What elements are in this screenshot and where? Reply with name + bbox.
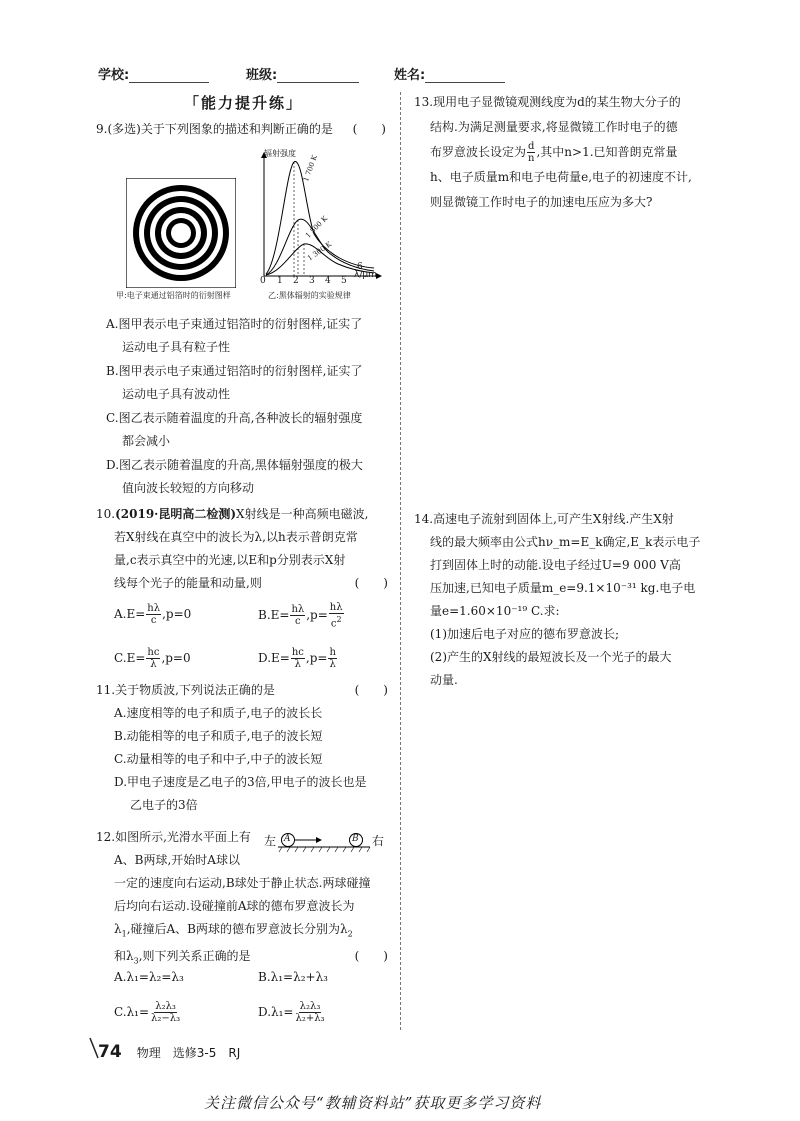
- q12-option-b: B.λ₁=λ₂+λ₃: [258, 970, 328, 984]
- q14-line-5: 量e=1.60×10⁻¹⁹ C.求:: [430, 604, 560, 618]
- q11-option-a: A.速度相等的电子和质子,电子的波长长: [114, 706, 323, 720]
- q9-stem: [96, 118, 386, 141]
- q12-line-5: $\lambda_1$,碰撞后A、B两球的德布罗意波长分别为$\lambda_2$: [114, 922, 353, 939]
- x-axis-arrow: [376, 273, 382, 279]
- q13-line-5: 则显微镜工作时电子的加速电压应为多大?: [430, 195, 653, 209]
- q10-line-2: 若X射线在真空中的波长为λ,以h表示普朗克常: [114, 530, 358, 544]
- q10-option-b: B.E= $\frac{h\lambda}{c}$ ,p= $\frac{h\lambda}{c^2}$: [258, 602, 343, 630]
- q14: [414, 508, 714, 692]
- q10-option-d: D.E= $\frac{hc}{\lambda}$ ,p= $\frac{h}{\lambda}$: [258, 647, 336, 670]
- name-blank: [425, 68, 505, 83]
- page-number: 74: [98, 1042, 122, 1062]
- section-title: 「能力提升练」: [184, 94, 304, 112]
- q9-bracket: ( ): [352, 122, 386, 136]
- fig-b-tick-3: 3: [309, 276, 315, 286]
- fig-b-tick-2: 2: [293, 276, 299, 286]
- q10: [96, 503, 388, 595]
- q14-sub-1: (1)加速后电子对应的德布罗意波长;: [430, 627, 620, 641]
- school-field: [98, 64, 209, 83]
- column-divider: [400, 92, 401, 1030]
- name-label: 姓名:: [394, 68, 426, 83]
- q14-sub-2: (2)产生的X射线的最短波长及一个光子的最大: [430, 650, 672, 664]
- q11-bracket: ( ): [354, 683, 388, 697]
- class-label: 班级:: [246, 68, 278, 83]
- class-blank: [277, 68, 359, 83]
- fig-b-tick-6: 6: [357, 262, 363, 272]
- q9-option-c: C.图乙表示随着温度的升高,各种波长的辐射强度 都会减小: [106, 411, 363, 448]
- q9-option-b: B.图甲表示电子束通过铝箔时的衍射图样,证实了 运动电子具有波动性: [106, 364, 363, 401]
- q12-fig-right: 右: [372, 834, 385, 848]
- q9-figure-diffraction: [126, 178, 236, 288]
- fig-b-xlabel: λ/μm: [354, 270, 377, 280]
- q13: [414, 90, 714, 215]
- fig-b-tick-1: 1: [277, 276, 283, 286]
- q9-option-a: A.图甲表示电子束通过铝箔时的衍射图样,证实了 运动电子具有粒子性: [106, 317, 363, 354]
- q11-option-d: D.甲电子速度是乙电子的3倍,甲电子的波长也是: [114, 775, 367, 789]
- fig-b-tick-5: 5: [341, 276, 347, 286]
- q13-line-2: 结构.为满足测量要求,将显微镜工作时电子的德: [430, 120, 678, 134]
- q12-line-4: 后均向右运动.设碰撞前A球的德布罗意波长为: [114, 899, 355, 913]
- fig-b-ylabel: 辐射强度: [264, 149, 296, 158]
- curve-label-1300k: 1 300 K: [306, 240, 334, 263]
- q9-fig-b-caption: 乙:黑体辐射的实验规律: [268, 291, 351, 300]
- q10-option-c: C.E= $\frac{hc}{\lambda}$ ,p=0: [114, 647, 191, 670]
- q10-bracket: ( ): [354, 576, 388, 590]
- q13-line-1: 13.现用电子显微镜观测线度为d的某生物大分子的: [414, 95, 681, 109]
- q13-line-3: 布罗意波长设定为 $\frac{d}{n}$ ,其中n>1.已知普朗克常量: [430, 141, 678, 164]
- school-label: 学校:: [98, 68, 130, 83]
- q14-line-2: 线的最大频率由公式hν_m=E_k确定,E_k表示电子: [430, 535, 701, 549]
- promo-handwriting: 关注微信公众号“教辅资料站”获取更多学习资料: [204, 1094, 542, 1112]
- curve-label-1700k: 1 700 K: [302, 154, 319, 183]
- q9-fig-a-caption: 甲:电子束通过铝箔时的衍射图样: [116, 291, 231, 300]
- footer: [98, 1042, 240, 1062]
- q11-stem: 11.关于物质波,下列说法正确的是 ( ): [96, 679, 388, 702]
- ball-a-label: A: [284, 834, 291, 844]
- q10-source: (2019·昆明高二检测): [115, 507, 237, 521]
- q12-line-6: 和$\lambda_3$,则下列关系正确的是 ( ): [96, 945, 388, 972]
- q11: [96, 679, 388, 817]
- q12-line-3: 一定的速度向右运动,B球处于静止状态.两球碰撞: [114, 876, 371, 890]
- q12-fig-left: 左: [264, 834, 277, 848]
- subject-label: 物理 选修3-5 RJ: [136, 1046, 241, 1060]
- q9-options: [106, 313, 390, 500]
- q12-option-d: D.λ₁= $\frac{\text{λ₂λ₃}}{\text{λ₂+λ₃}}$: [258, 1001, 325, 1024]
- q13-line-4: h、电子质量m和电子电荷量e,电子的初速度不计,: [430, 170, 692, 184]
- q11-option-d-cont: 乙电子的3倍: [130, 798, 198, 812]
- velocity-arrowhead: [316, 837, 322, 843]
- ground-hatch: [279, 847, 370, 852]
- q9-stem-text: 9.(多选)关于下列图象的描述和判断正确的是: [96, 122, 333, 136]
- q14-sub-2-cont: 动量.: [430, 673, 458, 687]
- q12-line-1: 12.如图所示,光滑水平面上有: [96, 830, 251, 844]
- q12-line-2: A、B两球,开始时A球以: [114, 853, 240, 867]
- class-field: [246, 64, 359, 83]
- ball-b-label: B: [352, 834, 359, 844]
- name-field: [394, 64, 505, 83]
- ring-center: [171, 223, 191, 243]
- q14-line-1: 14.高速电子流射到固体上,可产生X射线.产生X射: [414, 512, 674, 526]
- q14-line-3: 打到固体上时的动能.设电子经过U=9 000 V高: [430, 558, 681, 572]
- fig-b-tick-4: 4: [325, 276, 331, 286]
- q12-option-a: A.λ₁=λ₂=λ₃: [114, 970, 184, 984]
- q10-option-a: A.E= $\frac{h\lambda}{c}$ ,p=0: [114, 603, 192, 626]
- q11-option-b: B.动能相等的电子和质子,电子的波长短: [114, 729, 323, 743]
- fig-b-tick-0: 0: [260, 276, 266, 286]
- q12-bracket: ( ): [354, 949, 388, 964]
- q10-line-3: 量,c表示真空中的光速,以E和p分别表示X射: [114, 553, 346, 567]
- q11-option-c: C.动量相等的电子和中子,中子的波长短: [114, 752, 323, 766]
- q12-option-c: C.λ₁= $\frac{\text{λ₂λ₃}}{\text{λ₂−λ₃}}$: [114, 1001, 181, 1024]
- q10-line-1: 10.(2019·昆明高二检测)X射线是一种高频电磁波,: [96, 507, 369, 521]
- q9-option-d: D.图乙表示随着温度的升高,黑体辐射强度的极大 值向波长较短的方向移动: [106, 458, 363, 495]
- curve-label-1500k: 1 500 K: [304, 214, 330, 240]
- q10-line-4: 线每个光子的能量和动量,则 ( ): [96, 572, 388, 595]
- school-blank: [129, 68, 209, 83]
- q14-line-4: 压加速,已知电子质量m_e=9.1×10⁻³¹ kg.电子电: [430, 581, 696, 595]
